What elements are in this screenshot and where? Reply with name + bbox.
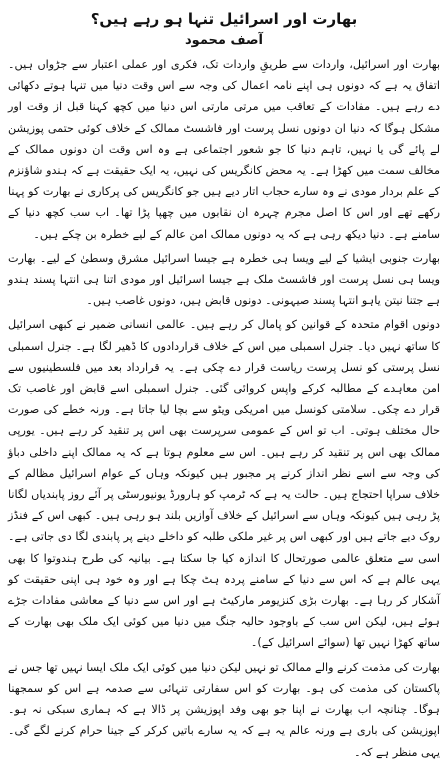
- author-name: آصف محمود: [185, 33, 263, 48]
- paragraph-3: دونوں اقوام متحدہ کے قوانین کو پامال کر رہے ہیں۔ عالمی انسانی ضمیر نے کبھی اسرائیل کا ساتھ نہیں دیا۔ جنرل اسمبلی میں اس کے خلاف قراردادوں کا ڈھیر لگا ہے۔ جنرل اسمبلی نسل پرستی کو نسل پرست ریاست قرار دے چکی ہے۔ یہ قرارداد بعد میں فلسطینیوں سے امن معاہدے کے مطالبہ کرکے واپس کروائی گئی۔ جنرل اسمبلی اسے قابض اور غاصب تک قرار دے چکی۔ سلامتی کونسل میں امریکی ویٹو سے بچا لیا جاتا ہے۔ ورنہ خطے کی صورت حال مختلف ہوتی۔ اب تو اس کے عمومی سرپرست بھی اس پر تنقید کر رہے ہیں۔ یورپی ممالک بھی اس پر تنقید کر رہے ہیں۔ اس سے معلوم ہوتا ہے کہ یہ ممالک اپنے داخلی دباؤ کی وجہ سے اسے نظر انداز کرنے پر مجبور ہیں کیونکہ وہاں کے عوام اسرائیل مظالم کے خلاف سراپا احتجاج ہیں۔ حالت یہ ہے کہ ٹرمپ کو ہارورڈ یونیورسٹی پر آئے روز پابندیاں لگانا پڑ رہی ہیں کیونکہ وہاں سے اسرائیل کے خلاف آوازیں بلند ہو رہی ہیں۔ کبھی اس کے فنڈز روک دیے جاتے ہیں اور کبھی اس پر غیر ملکی طلبہ کو داخلے دینے پر پابندی لگا دی جاتی ہے۔ اسی سے متعلق عالمی صورتحال کا اندازہ کیا جا سکتا ہے۔ بیانیہ کی طرح ہندوتوا کا بھی یہی عالم ہے کہ اس سے دنیا کے سامنے پردہ ہٹ چکا ہے اور وہ خود ہی اپنی حقیقت کو آشکار کر رہا ہے۔ بھارت بڑی کنزیومر مارکیٹ ہے اور اس سے دنیا کے معاشی مفادات جڑے ہوئے ہیں، لیکن اس سب کے باوجود حالیہ جنگ میں دنیا میں کوئی ایک ملک بھی بھارت کے ساتھ کھڑا نہیں تھا (سوائے اسرائیل کے)۔: [8, 318, 440, 650]
- article-body: [8, 54, 440, 763]
- paragraph-2: بھارت جنوبی ایشیا کے لیے ویسا ہی خطرہ ہے جیسا اسرائیل مشرق وسطیٰ کے لیے۔ بھارت ویسا ہی نسل پرست اور فاشسٹ ملک ہے جیسا اسرائیل اور مودی اتنا ہی انتہا پسند ہندو ہے جتنا نیتن یاہو انتہا پسند صیہونی۔ دونوں قابض ہیں، دونوں غاصب ہیں۔: [8, 251, 440, 308]
- paragraph-1: بھارت اور اسرائیل، واردات سے طریقِ واردات تک، فکری اور عملی اعتبار سے جڑواں ہیں۔ اتفاق یہ ہے کہ دونوں ہی اپنے نامہ اعمال کی وجہ سے اس وقت دنیا میں تنہا ہوتے دکھائی دے رہے ہیں۔ مفادات کے تعاقب میں مرتی مارتی اس دنیا میں کچھ کہنا قبل از وقت اور مشکل ہوگا کہ دنیا ان دونوں نسل پرست اور فاشسٹ ممالک کے خلاف کوئی حتمی پوزیشن لے پائے گی یا نہیں، تاہم دنیا کا جو شعور اجتماعی ہے وہ اس وقت ان دونوں ممالک کے مخالف سمت میں کھڑا ہے۔ یہ محض کانگریس کی نہیں، یہ ایک حقیقت ہے کہ ہندو شاؤنزم کے علم بردار مودی نے وہ سارے حجاب اتار دیے ہیں جو کانگریس کی پرکاری نے بھارت کو پہنا رکھے تھے اور اس کا اصل مجرم چہرہ ان نقابوں میں چھپا پڑا تھا۔ اب سب کچھ دنیا کے سامنے ہے۔ دنیا دیکھ رہی ہے کہ یہ دونوں ممالک امن عالم کے لیے خطرہ بن چکے ہیں۔: [8, 58, 440, 241]
- paragraph-4: بھارت کی مذمت کرنے والے ممالک تو نہیں لیکن دنیا میں کوئی ایک ملک ایسا نہیں تھا جس نے پاکستان کی مذمت کی ہو۔ بھارت کو اس سفارتی تنہائی سے صدمہ ہے اس کو سمجھنا ہوگا۔ چنانچہ اب بھارت نے اپنا جو بھی وفد اپوزیشن پر ڈالا ہے کہ ہماری سبکی نہ ہو۔ اپوزیشن کی باری ہے ورنہ عالم یہ ہے کہ یہ سارے باتیں کرکر کے جینا حرام کرنے لگے گی۔ یہی منظر ہے کہ۔: [8, 660, 440, 759]
- article-title: بھارت اور اسرائیل تنہا ہو رہے ہیں؟: [90, 10, 358, 28]
